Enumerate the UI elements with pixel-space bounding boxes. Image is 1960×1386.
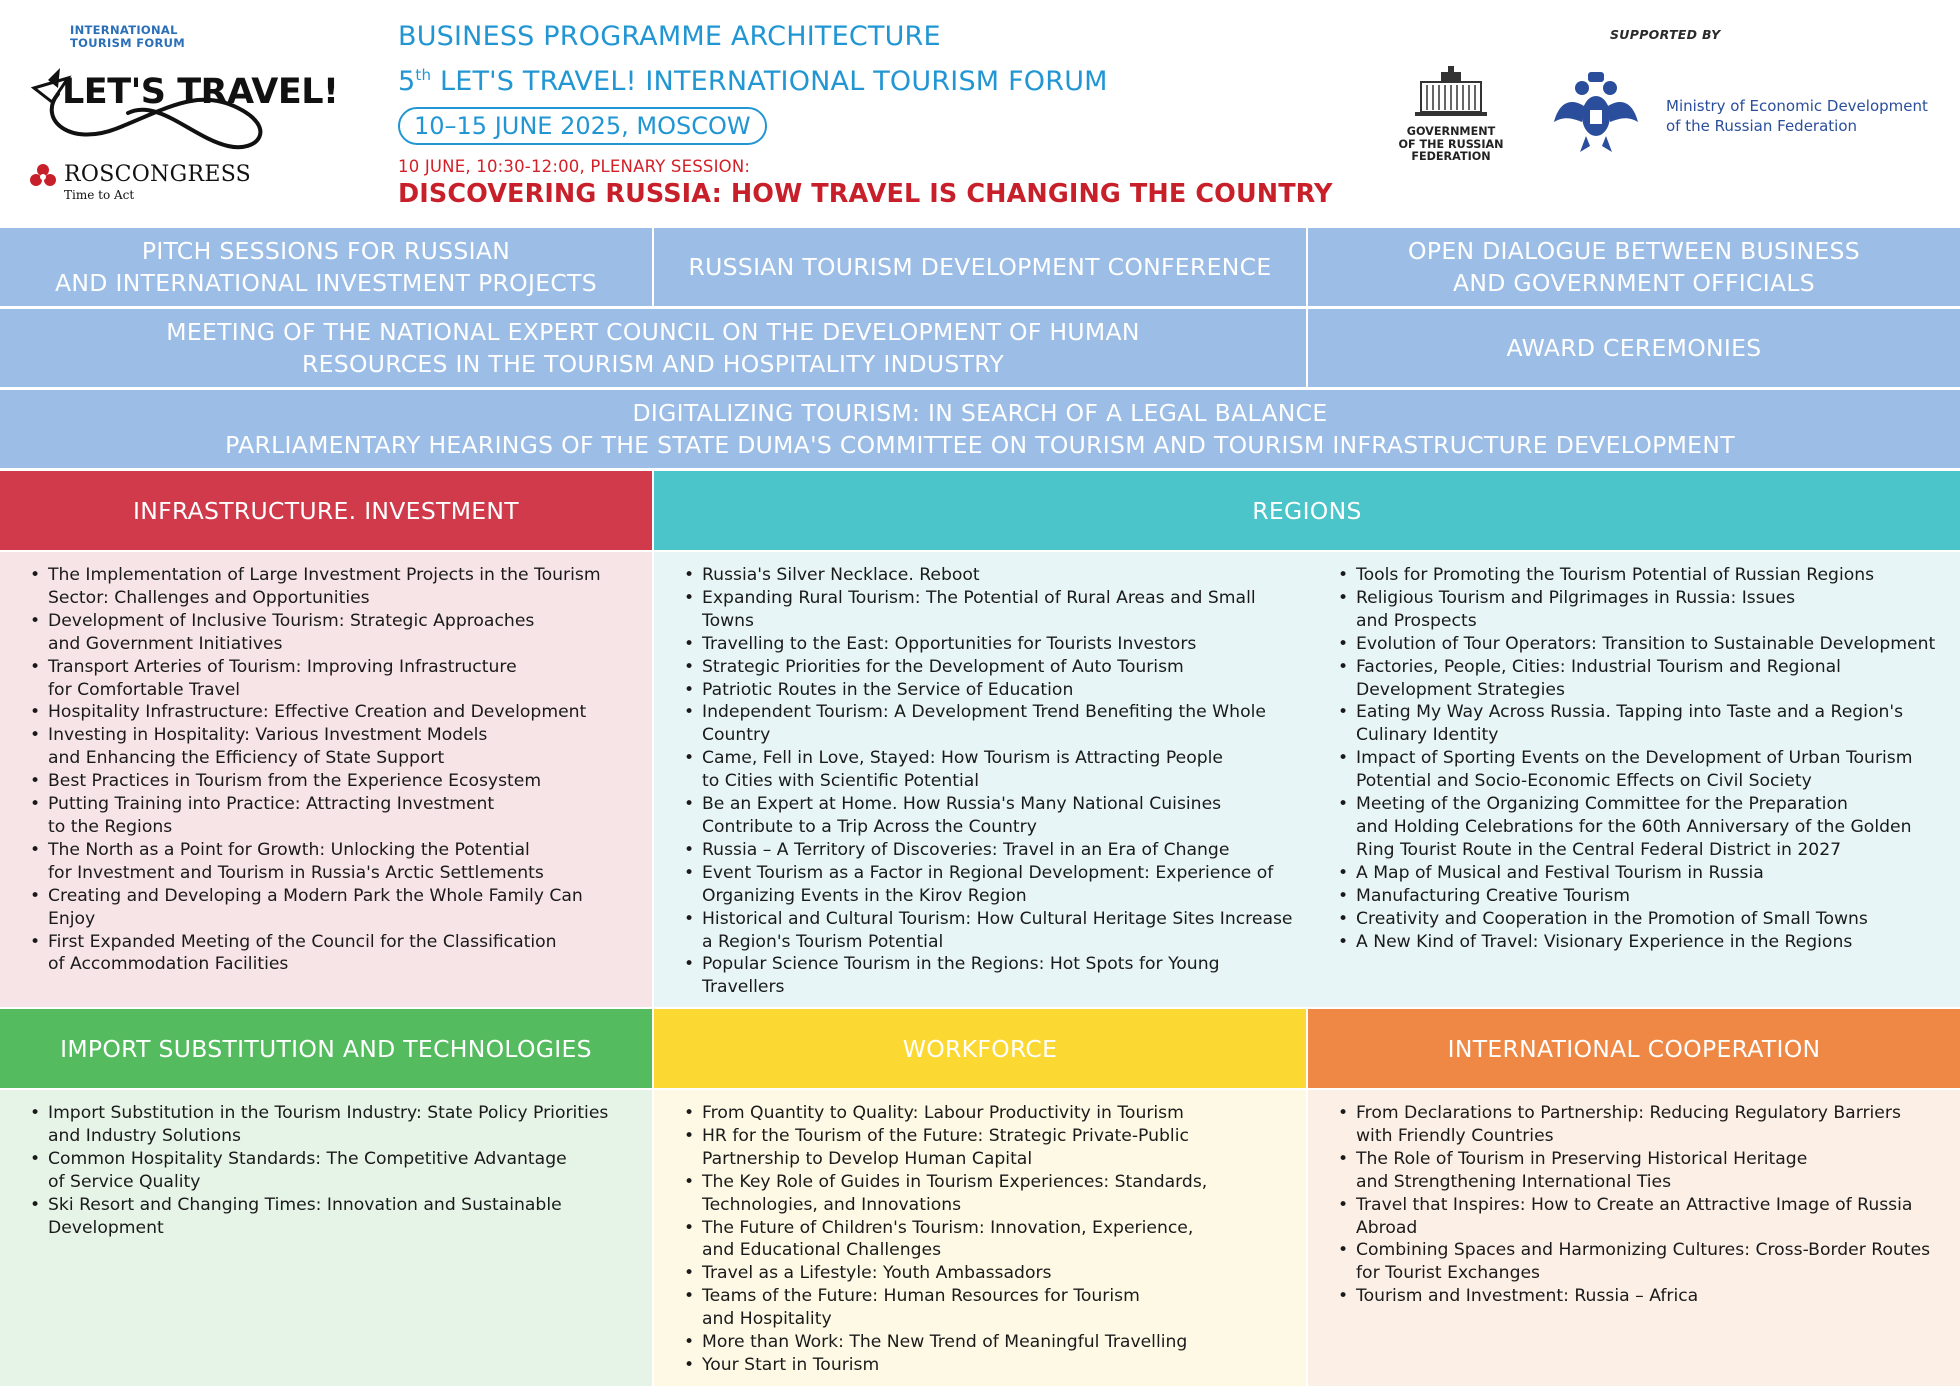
topic-item: • Historical and Cultural Tourism: How Cultural Heritage Sites Increase a Region's Tourism Potential	[682, 908, 1296, 954]
topic-item: • Tourism and Investment: Russia – Africa	[1336, 1285, 1942, 1308]
import-topic-list	[28, 1102, 634, 1239]
government-logo	[1392, 66, 1510, 166]
plenary-title: DISCOVERING RUSSIA: HOW TRAVEL IS CHANGING THE COUNTRY	[398, 179, 1333, 209]
topic-item: • Creativity and Cooperation in the Promotion of Small Towns	[1336, 908, 1950, 931]
session-pitch	[0, 228, 652, 306]
topic-item: • Event Tourism as a Factor in Regional Development: Experience of Organizing Events in the Kirov Region	[682, 862, 1296, 908]
topic-item: • Teams of the Future: Human Resources for Tourism and Hospitality	[682, 1285, 1288, 1331]
roscongress-tagline: Time to Act	[64, 188, 135, 202]
theme-international-header	[1308, 1009, 1960, 1088]
topic-item: • Popular Science Tourism in the Regions: Hot Spots for Young Travellers	[682, 953, 1296, 999]
topic-item: • The Role of Tourism in Preserving Historical Heritage and Strengthening International Ties	[1336, 1148, 1942, 1194]
session-conference	[654, 228, 1306, 306]
international-topic-list	[1336, 1102, 1942, 1308]
theme-import-header	[0, 1009, 652, 1088]
theme-regions-header	[654, 471, 1960, 550]
theme-infrastructure-header	[0, 471, 652, 550]
topic-item: • Factories, People, Cities: Industrial Tourism and Regional Development Strategies	[1336, 656, 1950, 702]
theme-infrastructure-title: INFRASTRUCTURE. INVESTMENT	[133, 496, 519, 525]
topic-item: • Strategic Priorities for the Development of Auto Tourism	[682, 656, 1296, 679]
session-awards	[1308, 309, 1960, 387]
lets-travel-logo	[28, 24, 348, 214]
theme-international-body	[1308, 1090, 1960, 1386]
topic-item: • A New Kind of Travel: Visionary Experience in the Regions	[1336, 931, 1950, 954]
regions-topic-list-1	[682, 564, 1296, 999]
topic-item: • Best Practices in Tourism from the Experience Ecosystem	[28, 770, 634, 793]
topic-item: • Common Hospitality Standards: The Competitive Advantage of Service Quality	[28, 1148, 634, 1194]
topic-item: • Russia's Silver Necklace. Reboot	[682, 564, 1296, 587]
session-expert-council	[0, 309, 1306, 387]
topic-item: • Eating My Way Across Russia. Tapping into Taste and a Region's Culinary Identity	[1336, 701, 1950, 747]
session-dialogue-label: OPEN DIALOGUE BETWEEN BUSINESS AND GOVERNMENT OFFICIALS	[1408, 237, 1860, 297]
topic-item: • Import Substitution in the Tourism Industry: State Policy Priorities and Industry Solutions	[28, 1102, 634, 1148]
topic-item: • Travel that Inspires: How to Create an Attractive Image of Russia Abroad	[1336, 1194, 1942, 1240]
topic-item: • Hospitality Infrastructure: Effective Creation and Development	[28, 701, 634, 724]
topic-item: • Came, Fell in Love, Stayed: How Tourism is Attracting People to Cities with Scientific Potential	[682, 747, 1296, 793]
logo-title: LET'S TRAVEL!	[62, 72, 339, 112]
infrastructure-topic-list	[28, 564, 634, 976]
topic-item: • Patriotic Routes in the Service of Education	[682, 679, 1296, 702]
roscongress-logo	[28, 158, 328, 202]
government-text: GOVERNMENT OF THE RUSSIAN FEDERATION	[1398, 125, 1504, 163]
topic-item: • The Future of Children's Tourism: Innovation, Experience, and Educational Challenges	[682, 1217, 1288, 1263]
topic-item: • Development of Inclusive Tourism: Strategic Approaches and Government Initiatives	[28, 610, 634, 656]
topic-item: • Your Start in Tourism	[682, 1354, 1288, 1377]
ministry-line-1: Ministry of Economic Development	[1666, 97, 1928, 115]
topic-item: • More than Work: The New Trend of Meaningful Travelling	[682, 1331, 1288, 1354]
forum-name: LET'S TRAVEL! INTERNATIONAL TOURISM FORUM	[431, 66, 1108, 97]
topic-item: • Evolution of Tour Operators: Transition to Sustainable Development	[1336, 633, 1950, 656]
supported-by-label: SUPPORTED BY	[1610, 27, 1721, 42]
topic-item: • Travelling to the East: Opportunities for Tourists Investors	[682, 633, 1296, 656]
topic-item: • Impact of Sporting Events on the Development of Urban Tourism Potential and Socio-Economic Effects on Civil Society	[1336, 747, 1950, 793]
topic-item: • From Quantity to Quality: Labour Productivity in Tourism	[682, 1102, 1288, 1125]
page-title: BUSINESS PROGRAMME ARCHITECTURE	[398, 21, 941, 52]
forum-number: 5	[398, 66, 416, 97]
topic-item: • Religious Tourism and Pilgrimages in Russia: Issues and Prospects	[1336, 587, 1950, 633]
topic-item: • The Key Role of Guides in Tourism Experiences: Standards, Technologies, and Innovations	[682, 1171, 1288, 1217]
topic-item: • Independent Tourism: A Development Trend Benefiting the Whole Country	[682, 701, 1296, 747]
theme-regions-body	[654, 552, 1960, 1007]
topic-item: • Be an Expert at Home. How Russia's Many National Cuisines Contribute to a Trip Across the Country	[682, 793, 1296, 839]
theme-import-title: IMPORT SUBSTITUTION AND TECHNOLOGIES	[60, 1034, 592, 1063]
session-pitch-label: PITCH SESSIONS FOR RUSSIAN AND INTERNATIONAL INVESTMENT PROJECTS	[55, 237, 597, 297]
topic-item: • Tools for Promoting the Tourism Potential of Russian Regions	[1336, 564, 1950, 587]
theme-international-title: INTERNATIONAL COOPERATION	[1447, 1034, 1821, 1063]
theme-workforce-title: WORKFORCE	[902, 1034, 1058, 1063]
session-awards-label: AWARD CEREMONIES	[1506, 334, 1762, 362]
forum-title	[398, 56, 1358, 101]
ministry-name	[1666, 96, 1928, 136]
topic-item: • Investing in Hospitality: Various Investment Models and Enhancing the Efficiency of State Support	[28, 724, 634, 770]
theme-regions-title: REGIONS	[1252, 496, 1362, 525]
topic-item: • Combining Spaces and Harmonizing Cultures: Cross-Border Routes for Tourist Exchanges	[1336, 1239, 1942, 1285]
government-building-icon	[1411, 66, 1491, 120]
topic-item: • Travel as a Lifestyle: Youth Ambassadors	[682, 1262, 1288, 1285]
session-expert-council-label: MEETING OF THE NATIONAL EXPERT COUNCIL ON THE DEVELOPMENT OF HUMAN RESOURCES IN THE TOURISM AND HOSPITALITY INDUSTRY	[166, 318, 1140, 378]
topic-item: • Creating and Developing a Modern Park the Whole Family Can Enjoy	[28, 885, 634, 931]
theme-import-body	[0, 1090, 652, 1386]
session-digital-label: DIGITALIZING TOURISM: IN SEARCH OF A LEGAL BALANCE PARLIAMENTARY HEARINGS OF THE STATE DUMA'S COMMITTEE ON TOURISM AND TOURISM INFRASTRUCTURE DEVELOPMENT	[225, 399, 1735, 459]
plenary-label: 10 JUNE, 10:30-12:00, PLENARY SESSION:	[398, 157, 751, 176]
session-dialogue	[1308, 228, 1960, 306]
logo-forum-label: INTERNATIONAL TOURISM FORUM	[70, 23, 185, 50]
ministry-line-2: of the Russian Federation	[1666, 117, 1858, 135]
roscongress-name: ROSCONGRESS	[64, 162, 252, 187]
logo-main	[28, 58, 348, 158]
workforce-topic-list	[682, 1102, 1288, 1377]
topic-item: • The North as a Point for Growth: Unlocking the Potential for Investment and Tourism in Russia's Arctic Settlements	[28, 839, 634, 885]
topic-item: • Transport Arteries of Tourism: Improving Infrastructure for Comfortable Travel	[28, 656, 634, 702]
topic-item: • Expanding Rural Tourism: The Potential of Rural Areas and Small Towns	[682, 587, 1296, 633]
topic-item: • The Implementation of Large Investment Projects in the Tourism Sector: Challenges and Opportunities	[28, 564, 634, 610]
topic-item: • Putting Training into Practice: Attracting Investment to the Regions	[28, 793, 634, 839]
topic-item: • Meeting of the Organizing Committee for the Preparation and Holding Celebrations for the 60th Anniversary of the Golden Ring Tourist Route in the Central Federal District in 2027	[1336, 793, 1950, 862]
theme-workforce-body	[654, 1090, 1306, 1386]
theme-workforce-header	[654, 1009, 1306, 1088]
regions-topic-list-2	[1336, 564, 1950, 953]
topic-item: • Ski Resort and Changing Times: Innovation and Sustainable Development	[28, 1194, 634, 1240]
forum-number-suffix: th	[415, 66, 432, 84]
topic-item: • HR for the Tourism of the Future: Strategic Private-Public Partnership to Develop Human Capital	[682, 1125, 1288, 1171]
topic-item: • From Declarations to Partnership: Reducing Regulatory Barriers with Friendly Countries	[1336, 1102, 1942, 1148]
session-digital	[0, 390, 1960, 468]
topic-item: • Manufacturing Creative Tourism	[1336, 885, 1950, 908]
dates-badge: 10–15 JUNE 2025, MOSCOW	[398, 107, 767, 145]
roscongress-flower-icon	[28, 162, 58, 192]
topic-item: • Russia – A Territory of Discoveries: Travel in an Era of Change	[682, 839, 1296, 862]
topic-item: • A Map of Musical and Festival Tourism in Russia	[1336, 862, 1950, 885]
topic-item: • First Expanded Meeting of the Council for the Classification of Accommodation Facilities	[28, 931, 634, 977]
theme-infrastructure-body	[0, 552, 652, 1007]
double-headed-eagle-icon	[1550, 66, 1642, 158]
page-header	[0, 0, 1960, 228]
session-conference-label: RUSSIAN TOURISM DEVELOPMENT CONFERENCE	[688, 253, 1272, 281]
title-block	[398, 18, 1358, 209]
